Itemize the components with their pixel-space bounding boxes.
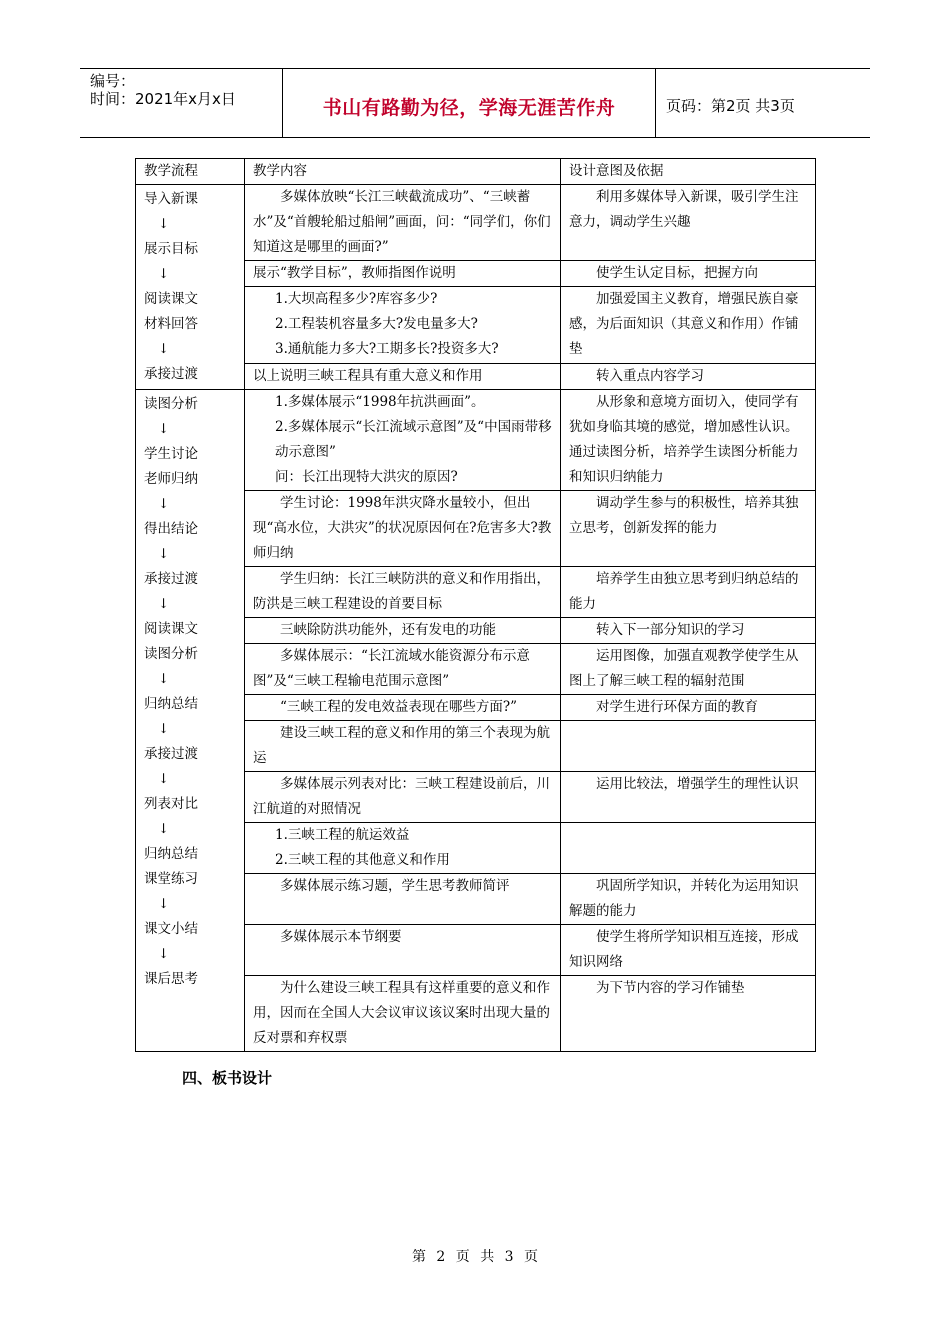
header-meta-cell: [80, 69, 282, 137]
arrow-down-icon: ↓: [158, 496, 170, 512]
content-line: 1.大坝高程多少?库容多少?: [275, 291, 438, 308]
content-cell: “三峡工程的发电效益表现在哪些方面?”: [245, 695, 561, 721]
content-line: 2.三峡工程的其他意义和作用: [275, 852, 450, 868]
section-heading: 四、板书设计: [182, 1069, 273, 1087]
content-cell: 学生归纳：长江三峡防洪的意义和作用指出，防洪是三峡工程建设的首要目标: [245, 567, 561, 618]
column-header: 教学内容: [245, 159, 561, 185]
flow-step: 课后思考: [144, 971, 198, 987]
content-line: 1.多媒体展示“1998年抗洪画面”。: [275, 394, 485, 410]
content-cell: 三峡除防洪功能外，还有发电的功能: [245, 618, 561, 644]
content-cell: 多媒体展示练习题，学生思考教师简评: [245, 874, 561, 925]
flow-step: 承接过渡: [144, 746, 198, 762]
lesson-table: [135, 158, 816, 1052]
content-cell: 多媒体放映“长江三峡截流成功”、“三峡蓄水”及“首艘轮船过船闸”画面，问：“同学们，你们知道这是哪里的画面?”: [245, 185, 561, 261]
content-line: 2.工程装机容量多大?发电量多大?: [275, 316, 478, 333]
time-label: 时间：2021年x月x日: [90, 90, 236, 108]
arrow-down-icon: ↓: [158, 266, 170, 282]
flow-cell: [136, 185, 245, 390]
header-motto-cell: [282, 69, 656, 137]
arrow-down-icon: ↓: [158, 596, 170, 612]
flow-step: 展示目标: [144, 241, 198, 257]
arrow-down-icon: ↓: [158, 671, 170, 687]
content-cell: 多媒体展示本节纲要: [245, 925, 561, 976]
flow-step: 阅读课文: [144, 621, 198, 637]
flow-step: 导入新课: [144, 191, 198, 207]
arrow-down-icon: ↓: [158, 421, 170, 437]
content-cell: [245, 823, 561, 874]
intent-cell: 运用比较法，增强学生的理性认识: [561, 772, 816, 823]
flow-step: 材料回答: [144, 316, 198, 332]
content-cell: 以上说明三峡工程具有重大意义和作用: [245, 363, 561, 389]
table-header-row: [136, 159, 816, 185]
flow-step: 课堂练习: [144, 871, 198, 887]
arrow-down-icon: ↓: [158, 896, 170, 912]
page-info: 页码：第2页 共3页: [666, 97, 795, 115]
intent-cell: 对学生进行环保方面的教育: [561, 695, 816, 721]
content-line: 2.多媒体展示“长江流域示意图”及“中国雨带移动示意图”: [275, 419, 552, 460]
flow-step: 列表对比: [144, 796, 198, 812]
intent-cell: 为下节内容的学习作铺垫: [561, 976, 816, 1052]
arrow-down-icon: ↓: [158, 341, 170, 357]
column-header: 教学流程: [136, 159, 245, 185]
content-cell: 为什么建设三峡工程具有这样重要的意义和作用，因而在全国人大会议审议该议案时出现大量的反对票和弃权票: [245, 976, 561, 1052]
intent-cell: 利用多媒体导入新课，吸引学生注意力，调动学生兴趣: [561, 185, 816, 261]
flow-step: 得出结论: [144, 521, 198, 537]
arrow-down-icon: ↓: [158, 546, 170, 562]
flow-step: 阅读课文: [144, 291, 198, 307]
flow-step: 归纳总结: [144, 696, 198, 712]
header-page-cell: [656, 69, 870, 137]
flow-step: 承接过渡: [144, 571, 198, 587]
table-row: [136, 185, 816, 261]
intent-cell: 转入重点内容学习: [561, 363, 816, 389]
content-cell: 学生讨论：1998年洪灾降水量较小，但出现“高水位，大洪灾”的状况原因何在?危害多大?教师归纳: [245, 491, 561, 567]
column-header: 设计意图及依据: [561, 159, 816, 185]
arrow-down-icon: ↓: [158, 946, 170, 962]
page-footer: 第 2 页 共 3 页: [411, 1249, 539, 1265]
content-cell: 展示“教学目标”，教师指图作说明: [245, 261, 561, 287]
content-line: 1.三峡工程的航运效益: [275, 827, 410, 843]
intent-cell: 从形象和意境方面切入，使同学有犹如身临其境的感觉，增加感性认识。通过读图分析，培养学生读图分析能力和知识归纳能力: [561, 390, 816, 491]
flow-step: 承接过渡: [144, 366, 198, 382]
flow-step: 归纳总结: [144, 846, 198, 862]
intent-cell: [561, 823, 816, 874]
content-cell: 多媒体展示：“长江流域水能资源分布示意图”及“三峡工程输电范围示意图”: [245, 644, 561, 695]
arrow-down-icon: ↓: [158, 771, 170, 787]
content-cell: [245, 390, 561, 491]
flow-step: 老师归纳: [144, 471, 198, 487]
flow-step: 读图分析: [144, 396, 198, 412]
intent-cell: 转入下一部分知识的学习: [561, 618, 816, 644]
intent-cell: 加强爱国主义教育，增强民族自豪感，为后面知识（其意义和作用）作铺垫: [561, 287, 816, 363]
flow-step: 读图分析: [144, 646, 198, 662]
content-cell: 建设三峡工程的意义和作用的第三个表现为航运: [245, 721, 561, 772]
content-cell: [245, 287, 561, 363]
document-header: [80, 68, 870, 138]
content-line: 3.通航能力多大?工期多长?投资多大?: [275, 341, 499, 358]
flow-step: 课文小结: [144, 921, 198, 937]
intent-cell: 使学生将所学知识相互连接，形成知识网络: [561, 925, 816, 976]
intent-cell: [561, 721, 816, 772]
intent-cell: 使学生认定目标，把握方向: [561, 261, 816, 287]
flow-step: 学生讨论: [144, 446, 198, 462]
arrow-down-icon: ↓: [158, 216, 170, 232]
intent-cell: 调动学生参与的积极性，培养其独立思考，创新发挥的能力: [561, 491, 816, 567]
intent-cell: 培养学生由独立思考到归纳总结的能力: [561, 567, 816, 618]
number-label: 编号：: [90, 72, 136, 90]
intent-cell: 巩固所学知识，并转化为运用知识解题的能力: [561, 874, 816, 925]
table-row: [136, 390, 816, 491]
arrow-down-icon: ↓: [158, 821, 170, 837]
content-cell: 多媒体展示列表对比：三峡工程建设前后，川江航道的对照情况: [245, 772, 561, 823]
content-line: 问：长江出现特大洪灾的原因?: [275, 469, 458, 485]
intent-cell: 运用图像，加强直观教学使学生从图上了解三峡工程的辐射范围: [561, 644, 816, 695]
motto-text: 书山有路勤为径，学海无涯苦作舟: [322, 97, 616, 119]
flow-cell: [136, 390, 245, 1052]
arrow-down-icon: ↓: [158, 721, 170, 737]
